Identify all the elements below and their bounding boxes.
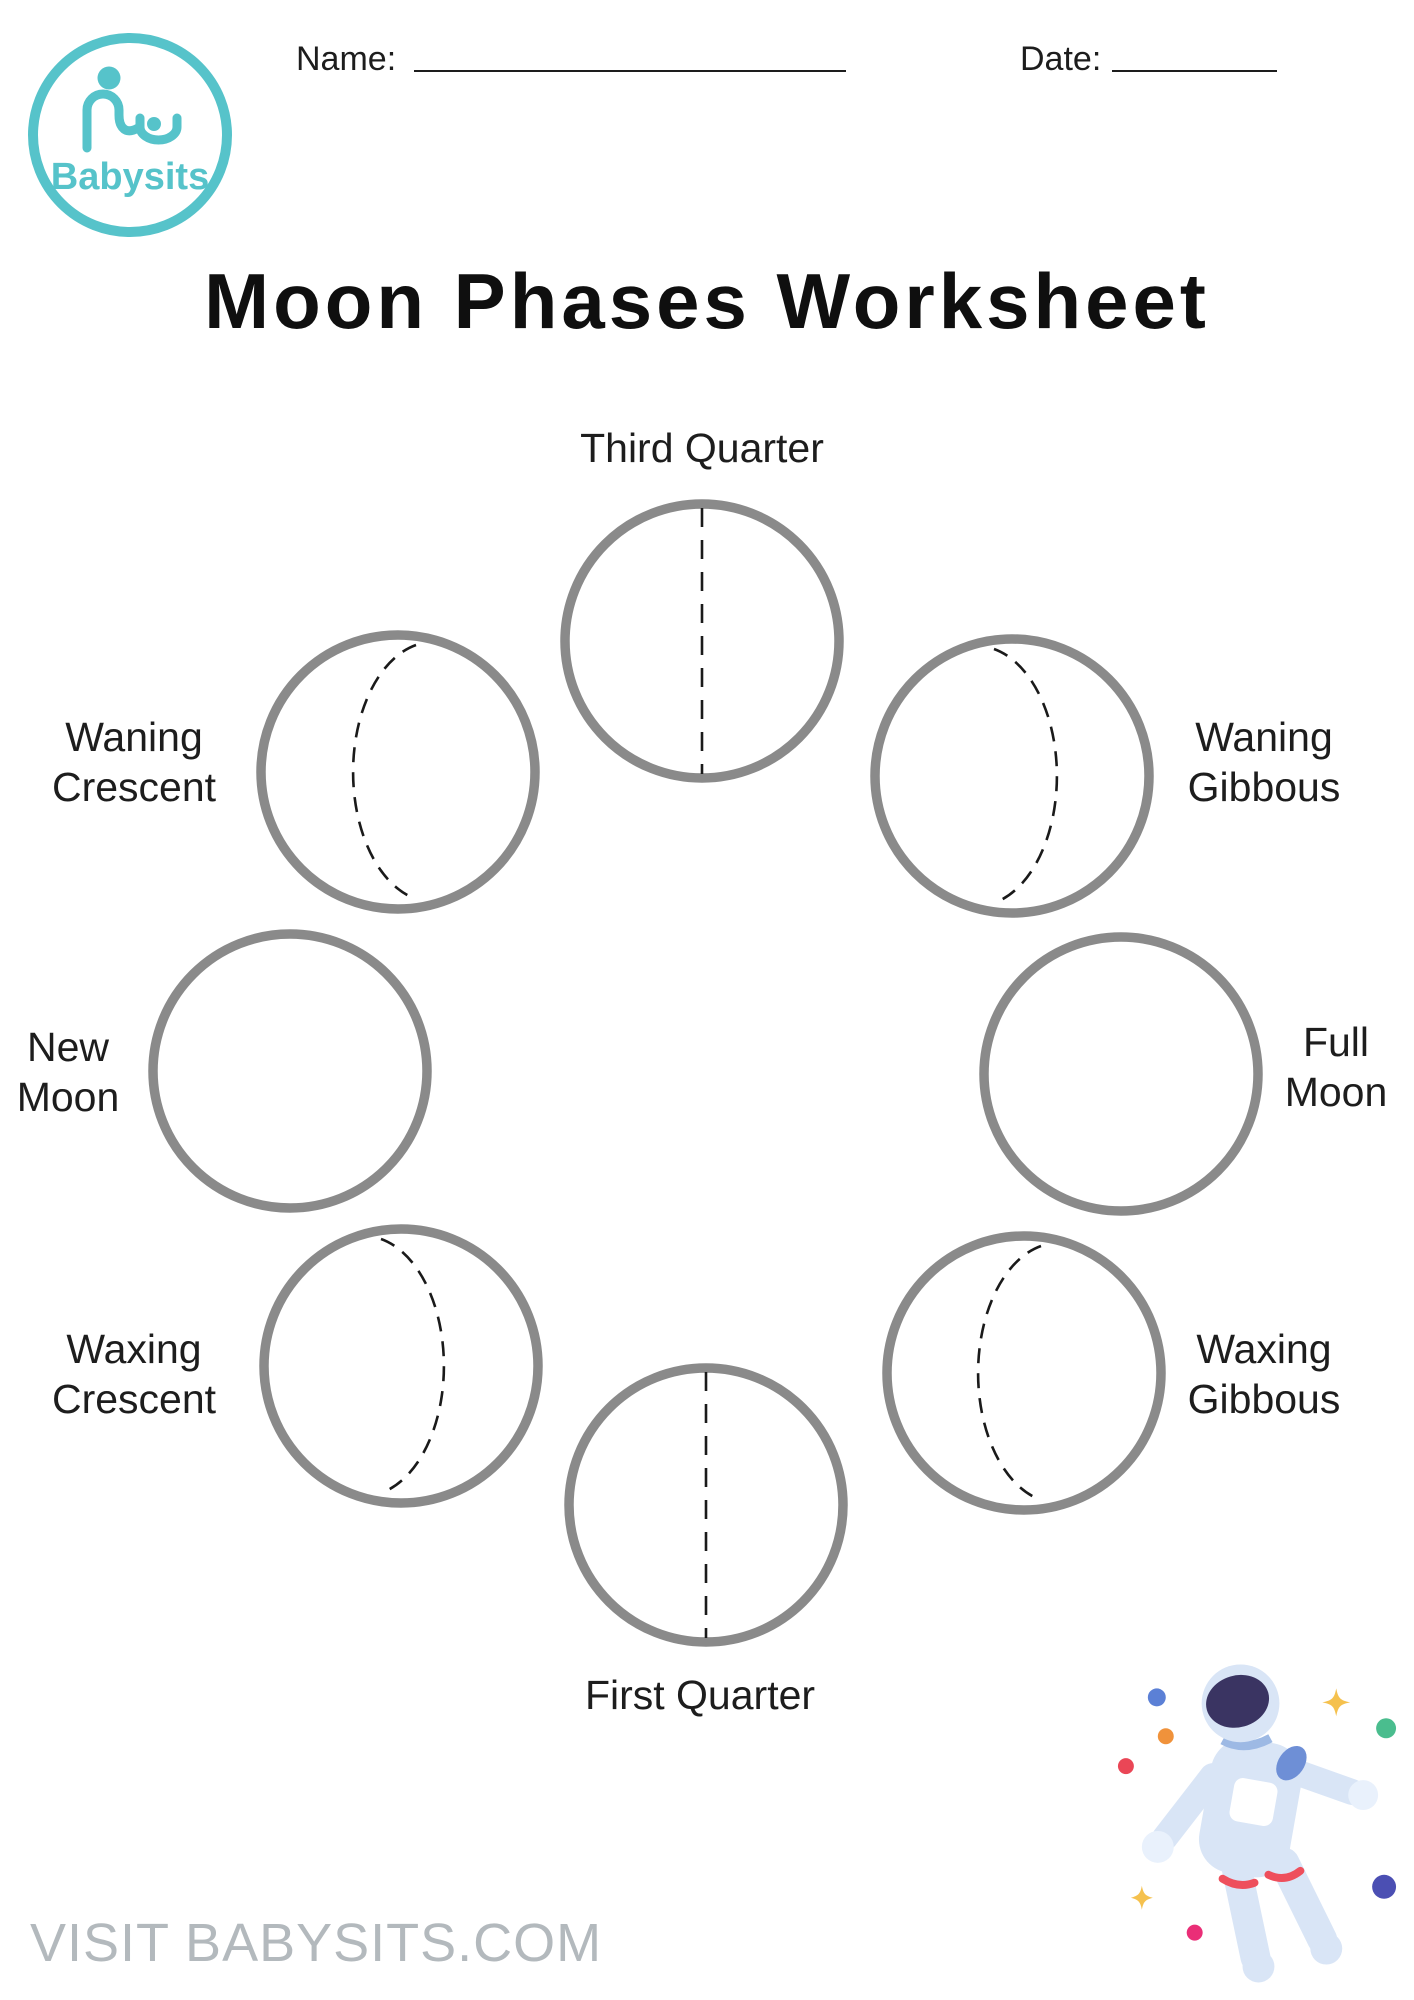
moon-circle-new-moon: [153, 934, 427, 1208]
confetti-dot-green: [1376, 1718, 1396, 1738]
confetti-dot-red: [1118, 1758, 1134, 1774]
terminator-line-waning-crescent: [353, 645, 416, 899]
astronaut-figure: [1142, 1664, 1378, 1982]
chest-patch: [1228, 1777, 1279, 1828]
label-waxing-gibbous: Waxing Gibbous: [1187, 1326, 1341, 1422]
label-first-quarter: First Quarter: [584, 1672, 816, 1718]
confetti-dot-magenta: [1187, 1925, 1203, 1941]
confetti-dot-orange: [1158, 1728, 1174, 1744]
date-label: Date:: [1020, 40, 1102, 78]
confetti-dot-blue: [1148, 1688, 1166, 1706]
label-waning-gibbous: Waning Gibbous: [1187, 714, 1341, 810]
name-label: Name:: [296, 40, 397, 78]
moon-circle-third-quarter: [565, 504, 839, 778]
moon-circle-waxing-crescent: [264, 1229, 538, 1503]
sparkle-icon: [1322, 1688, 1350, 1716]
terminator-line-waxing-gibbous: [978, 1246, 1041, 1500]
moon-circle-full-moon: [984, 937, 1258, 1211]
moon-circle-waxing-gibbous: [887, 1236, 1161, 1510]
moon-circle-waning-gibbous: [875, 639, 1149, 913]
label-waning-crescent: Waning Crescent: [51, 714, 217, 810]
label-new-moon: New Moon: [16, 1024, 120, 1120]
page-title: Moon Phases Worksheet: [204, 257, 1210, 345]
terminator-line-waning-gibbous: [994, 649, 1057, 903]
moon-circle-first-quarter: [569, 1368, 843, 1642]
sparkle-icon: [1131, 1886, 1153, 1910]
label-waxing-crescent: Waxing Crescent: [51, 1326, 217, 1422]
logo-wordmark: Babysits: [50, 156, 210, 198]
terminator-line-waxing-crescent: [381, 1239, 444, 1493]
moon-circle-waning-crescent: [261, 635, 535, 909]
astronaut-illustration: [1095, 1628, 1414, 2000]
label-third-quarter: Third Quarter: [580, 425, 824, 471]
label-full-moon: Full Moon: [1284, 1019, 1388, 1115]
confetti-dot-indigo: [1372, 1875, 1396, 1899]
footer-url: VISIT BABYSITS.COM: [30, 1913, 603, 1973]
